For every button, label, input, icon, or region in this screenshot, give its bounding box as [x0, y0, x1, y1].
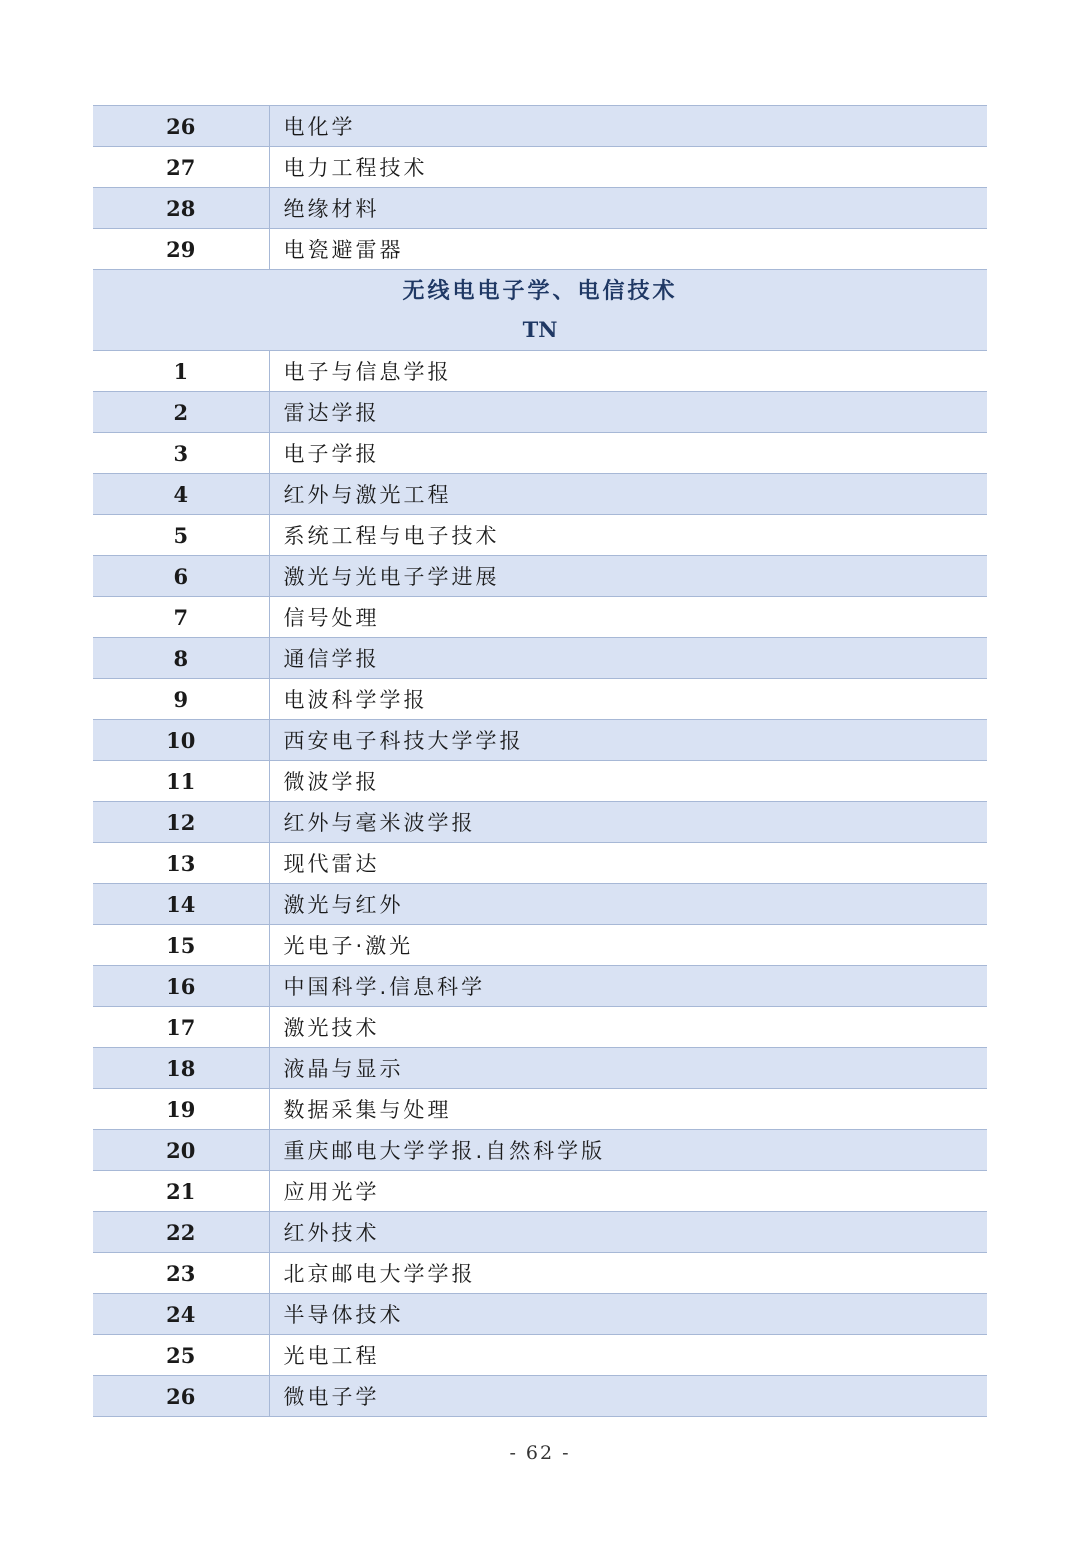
row-number: 20 [93, 1130, 269, 1171]
table-row [93, 1294, 987, 1335]
row-number: 4 [93, 474, 269, 515]
row-number: 11 [93, 761, 269, 802]
journal-name: 红外与激光工程 [269, 474, 987, 515]
row-number: 10 [93, 720, 269, 761]
journal-name: 西安电子科技大学学报 [269, 720, 987, 761]
table-row [93, 802, 987, 843]
table-row [93, 392, 987, 433]
table-row [93, 1335, 987, 1376]
table-row [93, 188, 987, 229]
row-number: 29 [93, 229, 269, 270]
journal-name: 光电子·激光 [269, 925, 987, 966]
row-number: 1 [93, 351, 269, 392]
row-number: 15 [93, 925, 269, 966]
table-row [93, 720, 987, 761]
journal-name: 半导体技术 [269, 1294, 987, 1335]
table-row [93, 515, 987, 556]
table-row [93, 1089, 987, 1130]
journal-name: 应用光学 [269, 1171, 987, 1212]
journal-name: 激光与红外 [269, 884, 987, 925]
row-number: 7 [93, 597, 269, 638]
row-number: 19 [93, 1089, 269, 1130]
table-row [93, 966, 987, 1007]
table-row [93, 433, 987, 474]
journal-table-body [93, 106, 987, 1417]
journal-name: 通信学报 [269, 638, 987, 679]
section-title: 无线电电子学、电信技术 [402, 279, 678, 304]
journal-name: 电波科学学报 [269, 679, 987, 720]
journal-name: 红外技术 [269, 1212, 987, 1253]
journal-name: 光电工程 [269, 1335, 987, 1376]
journal-name: 数据采集与处理 [269, 1089, 987, 1130]
row-number: 27 [93, 147, 269, 188]
row-number: 22 [93, 1212, 269, 1253]
journal-name: 微波学报 [269, 761, 987, 802]
row-number: 26 [93, 1376, 269, 1417]
row-number: 13 [93, 843, 269, 884]
table-row [93, 1171, 987, 1212]
table-row [93, 106, 987, 147]
table-row [93, 1212, 987, 1253]
table-row [93, 1130, 987, 1171]
row-number: 16 [93, 966, 269, 1007]
journal-name: 液晶与显示 [269, 1048, 987, 1089]
section-header-row [93, 270, 987, 351]
journal-name: 北京邮电大学学报 [269, 1253, 987, 1294]
table-row [93, 1048, 987, 1089]
row-number: 17 [93, 1007, 269, 1048]
journal-name: 电子与信息学报 [269, 351, 987, 392]
journal-name: 微电子学 [269, 1376, 987, 1417]
journal-name: 红外与毫米波学报 [269, 802, 987, 843]
table-row [93, 679, 987, 720]
table-row [93, 1253, 987, 1294]
row-number: 12 [93, 802, 269, 843]
journal-name: 系统工程与电子技术 [269, 515, 987, 556]
row-number: 3 [93, 433, 269, 474]
journal-name: 重庆邮电大学学报.自然科学版 [269, 1130, 987, 1171]
row-number: 24 [93, 1294, 269, 1335]
page-number: - 62 - [509, 1442, 571, 1464]
table-row [93, 1007, 987, 1048]
row-number: 26 [93, 106, 269, 147]
row-number: 2 [93, 392, 269, 433]
journal-name: 激光与光电子学进展 [269, 556, 987, 597]
journal-name: 激光技术 [269, 1007, 987, 1048]
row-number: 5 [93, 515, 269, 556]
table-row [93, 884, 987, 925]
section-code: TN [522, 317, 558, 342]
journal-name: 绝缘材料 [269, 188, 987, 229]
journal-name: 电子学报 [269, 433, 987, 474]
row-number: 25 [93, 1335, 269, 1376]
table-row [93, 351, 987, 392]
journal-name: 电化学 [269, 106, 987, 147]
table-row [93, 638, 987, 679]
row-number: 9 [93, 679, 269, 720]
journal-name: 电力工程技术 [269, 147, 987, 188]
table-row [93, 229, 987, 270]
row-number: 14 [93, 884, 269, 925]
journal-name: 雷达学报 [269, 392, 987, 433]
row-number: 21 [93, 1171, 269, 1212]
journal-name: 现代雷达 [269, 843, 987, 884]
journal-name: 信号处理 [269, 597, 987, 638]
table-row [93, 147, 987, 188]
table-row [93, 761, 987, 802]
journal-table [93, 105, 987, 1417]
row-number: 23 [93, 1253, 269, 1294]
row-number: 8 [93, 638, 269, 679]
journal-name: 中国科学.信息科学 [269, 966, 987, 1007]
table-row [93, 925, 987, 966]
table-row [93, 556, 987, 597]
table-row [93, 474, 987, 515]
row-number: 18 [93, 1048, 269, 1089]
table-row [93, 843, 987, 884]
section-header [93, 270, 987, 351]
row-number: 28 [93, 188, 269, 229]
journal-name: 电瓷避雷器 [269, 229, 987, 270]
table-row [93, 597, 987, 638]
table-row [93, 1376, 987, 1417]
row-number: 6 [93, 556, 269, 597]
